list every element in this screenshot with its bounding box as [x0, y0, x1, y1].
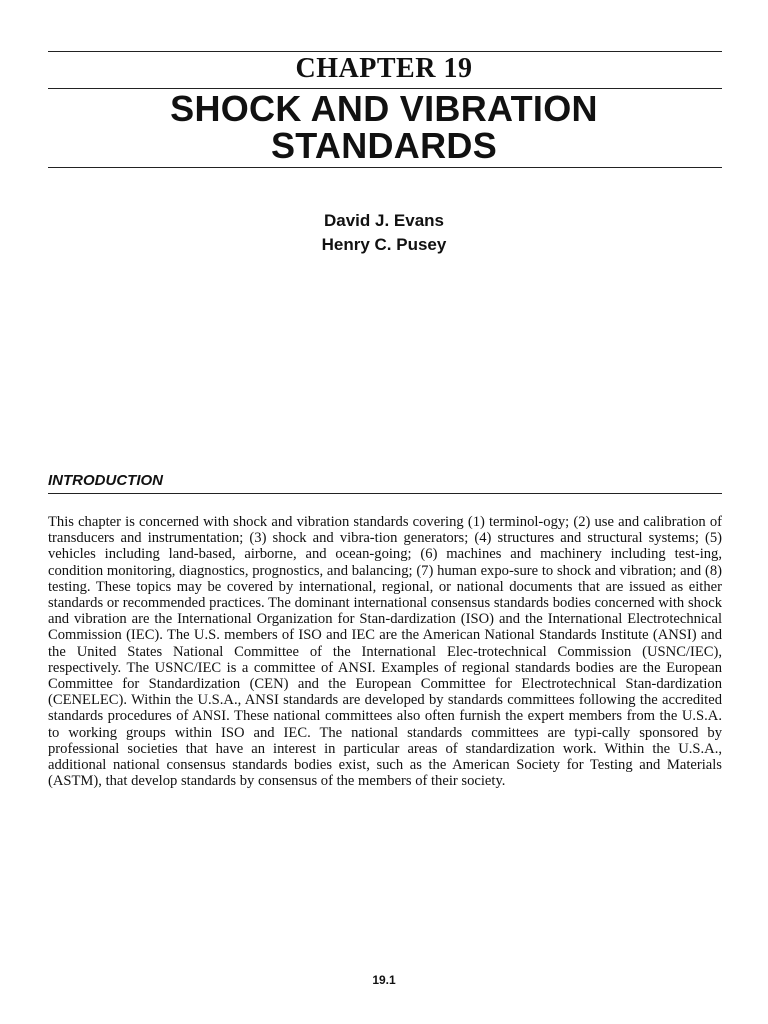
introduction-paragraph: This chapter is concerned with shock and vibration standards covering (1) terminol-ogy; (2) use and calibration of transducers and instrumentation; (3) shock and vibra-tion generators; (4) structures and structural systems; (5) vehicles including land-based, airborne, and ocean-going; (6) machines and machinery including test-ing, condition monitoring, diagnostics, prognostics, and balancing; (7) human expo-sure to shock and vibration; and (8) testing. These topics may be covered by international, regional, or national documents that are issued as either standards or recommended practices. The dominant international consensus standards bodies concerned with shock and vibration are the International Organization for Stan-dardization (ISO) and the International Electrotechnical Commission (IEC). The U.S. members of ISO and IEC are the American National Standards Institute (ANSI) and the United States National Committee of the International Elec-trotechnical Commission (USNC/IEC), respectively. The USNC/IEC is a committee of ANSI. Examples of regional standards bodies are the European Committee for Standardization (CEN) and the European Committee for Electrotechnical Stan-dardization (CENELEC). Within the U.S.A., ANSI standards are developed by standards committees following the accredited standards procedures of ANSI. These national committees also often furnish the expert members from the U.S.A. to working groups within ISO and IEC. The national standards committees are typi-cally sponsored by professional societies that have an interest in particular areas of standardization work. Within the U.S.A., additional national consensus standards bodies exist, such as the American Society for Testing and Materials (ASTM), that develop standards by consensus of the members of their society. — [48, 514, 722, 790]
author-name: Henry C. Pusey — [321, 235, 447, 254]
chapter-title — [0, 90, 768, 164]
page-number: 19.1 — [372, 973, 396, 987]
chapter-number: CHAPTER 19 — [295, 53, 473, 84]
author-name: David J. Evans — [323, 211, 444, 230]
section-heading: INTRODUCTION — [48, 472, 163, 489]
chapter-title-line-1: SHOCK AND VIBRATION — [170, 88, 598, 129]
title-bottom-rule — [48, 167, 722, 168]
chapter-title-line-2: STANDARDS — [270, 125, 498, 166]
author-list — [0, 209, 768, 257]
section-rule — [48, 493, 722, 494]
